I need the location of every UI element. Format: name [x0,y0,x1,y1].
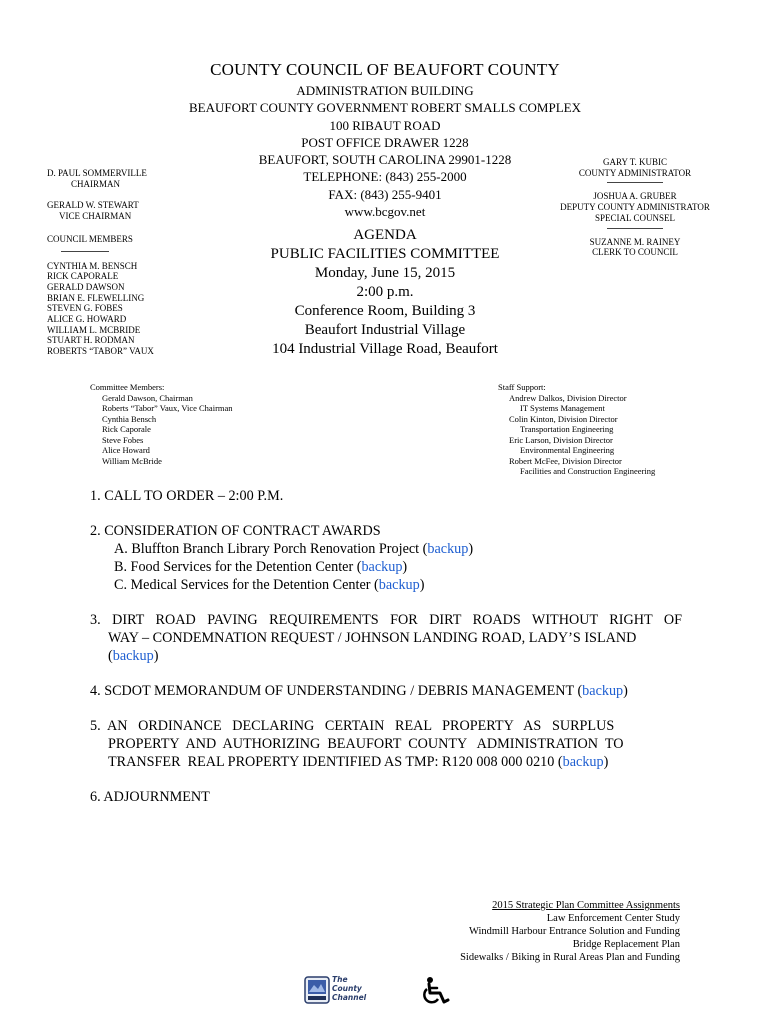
agenda-item-2b [90,558,682,576]
staff-support-list [498,393,698,477]
strategic-plan-item: Bridge Replacement Plan [572,939,680,950]
agenda-item-4 [90,682,682,700]
administrator-title: COUNTY ADMINISTRATOR [578,167,692,178]
website-link[interactable]: www.bcgov.net [344,204,426,220]
address-line: ADMINISTRATION BUILDING [296,83,474,98]
staff-name: Andrew Dalkos, Division Director [509,392,627,403]
phone-line: TELEPHONE: (843) 255-2000 [303,169,467,185]
paren: ( [108,648,113,664]
county-channel-logo [304,975,370,1005]
committee-name: PUBLIC FACILITIES COMMITTEE [270,246,500,262]
agenda-block [0,226,770,359]
paren: ) [419,577,425,593]
committee-member: Gerald Dawson, Chairman [102,392,193,403]
committee-member: Rick Caporale [102,424,151,434]
wheelchair-icon [420,976,452,1006]
agenda-items [90,487,682,806]
agenda-item-1: 1. CALL TO ORDER – 2:00 P.M. [90,488,284,504]
council-member: GERALD DAWSON [47,281,125,292]
agenda-item-text: TRANSFER REAL PROPERTY IDENTIFIED AS TMP: R120 008 000 0210 ( [108,754,563,770]
fax-line: FAX: (843) 255-9401 [328,186,442,202]
staff-support-block [498,382,698,477]
strategic-plan-block [380,899,680,964]
administrator-name: GARY T. KUBIC [602,157,668,167]
agenda-item-text: B. Food Services for the Detention Center ( [114,559,362,575]
paren: ) [468,541,474,557]
agenda-heading: AGENDA [353,227,417,243]
paren: ) [603,754,609,770]
deputy-name: JOSHUA A. GRUBER [593,191,677,202]
staff-support-heading: Staff Support: [498,382,546,392]
backup-link[interactable]: backup [112,648,154,664]
backup-link[interactable]: backup [562,754,604,770]
strategic-plan-heading: 2015 Strategic Plan Committee Assignments [492,900,680,911]
address-line: 100 RIBAUT ROAD [329,117,441,133]
council-member: ALICE G. HOWARD [47,314,127,325]
logo-text-line: Channel [332,993,367,1002]
county-channel-logo-icon [304,976,330,1004]
special-counsel-title: SPECIAL COUNSEL [595,212,675,223]
chairman-name: D. PAUL SOMMERVILLE [47,168,147,178]
meeting-time: 2:00 p.m. [356,284,414,300]
backup-link[interactable]: backup [361,559,403,575]
agenda-item-3-line: WAY – CONDEMNATION REQUEST / JOHNSON LANDING ROAD, LADY’S ISLAND [108,630,637,646]
agenda-item-5-line [90,753,682,771]
clerk-title: CLERK TO COUNCIL [592,247,678,258]
council-member: STEVEN G. FOBES [47,303,123,314]
clerk-name: SUZANNE M. RAINEY [589,236,681,247]
committee-members-list [90,393,290,467]
council-member: ROBERTS “TABOR” VAUX [47,346,154,357]
strategic-plan-item: Sidewalks / Biking in Rural Areas Plan and Funding [460,952,680,963]
meeting-date: Monday, June 15, 2015 [314,265,456,281]
meeting-place: Beaufort Industrial Village [304,322,466,338]
agenda-item-text: C. Medical Services for the Detention Center ( [114,577,379,593]
logo-text-line: County [332,984,362,993]
agenda-item-5-line: PROPERTY AND AUTHORIZING BEAUFORT COUNTY ADMINISTRATION TO [108,736,624,752]
document-title: COUNTY COUNCIL OF BEAUFORT COUNTY [210,60,560,79]
council-member: BRIAN E. FLEWELLING [47,292,145,303]
vice-chairman-name: GERALD W. STEWART [47,200,139,211]
address-line: BEAUFORT COUNTY GOVERNMENT ROBERT SMALLS COMPLEX [189,100,581,116]
divider [607,182,663,183]
council-members-heading: COUNCIL MEMBERS [47,233,133,244]
council-member: STUART H. RODMAN [47,335,135,346]
deputy-title: DEPUTY COUNTY ADMINISTRATOR [560,202,710,213]
backup-link[interactable]: backup [582,683,624,699]
agenda-item-3-line: 3. DIRT ROAD PAVING REQUIREMENTS FOR DIRT ROADS WITHOUT RIGHT OF [90,612,682,628]
strategic-plan-item: Windmill Harbour Entrance Solution and Funding [468,926,680,937]
agenda-item-3 [90,611,682,665]
meeting-address: 104 Industrial Village Road, Beaufort [272,341,498,357]
committee-member: Roberts “Tabor” Vaux, Vice Chairman [102,403,233,413]
paren: ) [402,559,408,575]
wheelchair-accessibility-icon [420,976,452,1006]
paren: ) [153,648,159,664]
agenda-item-2 [90,522,682,594]
backup-link[interactable]: backup [427,541,469,557]
staff-dept: IT Systems Management [520,403,605,413]
staff-dept: Facilities and Construction Engineering [520,466,656,476]
agenda-item-text: 4. SCDOT MEMORANDUM OF UNDERSTANDING / DEBRIS MANAGEMENT ( [90,683,583,699]
committee-member: Alice Howard [102,445,150,455]
council-member: CYNTHIA M. BENSCH [47,260,138,271]
address-line: POST OFFICE DRAWER 1228 [301,134,469,150]
meeting-room: Conference Room, Building 3 [294,303,476,319]
agenda-item-2c [90,576,682,594]
agenda-item-5-line: 5. AN ORDINANCE DECLARING CERTAIN REAL PROPERTY AS SURPLUS [90,718,615,734]
strategic-plan-item: Law Enforcement Center Study [546,913,680,924]
agenda-item-text: A. Bluffton Branch Library Porch Renovation Project ( [114,541,428,557]
staff-name: Eric Larson, Division Director [509,434,613,445]
agenda-item-5 [90,717,682,771]
staff-name: Colin Kinton, Division Director [509,413,618,424]
council-member: WILLIAM L. MCBRIDE [47,324,141,335]
staff-name: Robert McFee, Division Director [509,455,622,466]
backup-link[interactable]: backup [378,577,420,593]
agenda-item-2-title: 2. CONSIDERATION OF CONTRACT AWARDS [90,523,381,539]
committee-members-block [90,382,290,466]
committee-members-heading: Committee Members: [90,382,165,392]
address-line: BEAUFORT, SOUTH CAROLINA 29901-1228 [258,152,512,168]
committee-member: Cynthia Bensch [102,413,157,424]
committee-member: William McBride [102,455,162,466]
council-member: RICK CAPORALE [47,271,119,282]
logo-text-line: The [332,975,348,984]
vice-chairman-title: VICE CHAIRMAN [59,211,132,222]
agenda-item-2a [90,540,682,558]
agenda-item-6: 6. ADJOURNMENT [90,789,210,805]
paren: ) [623,683,628,699]
staff-dept: Transportation Engineering [520,424,614,434]
staff-dept: Environmental Engineering [520,445,615,455]
chairman-title: CHAIRMAN [71,178,121,189]
county-channel-logo-text [332,975,366,1002]
committee-member: Steve Fobes [102,434,144,445]
agenda-item-3-line [90,647,682,665]
